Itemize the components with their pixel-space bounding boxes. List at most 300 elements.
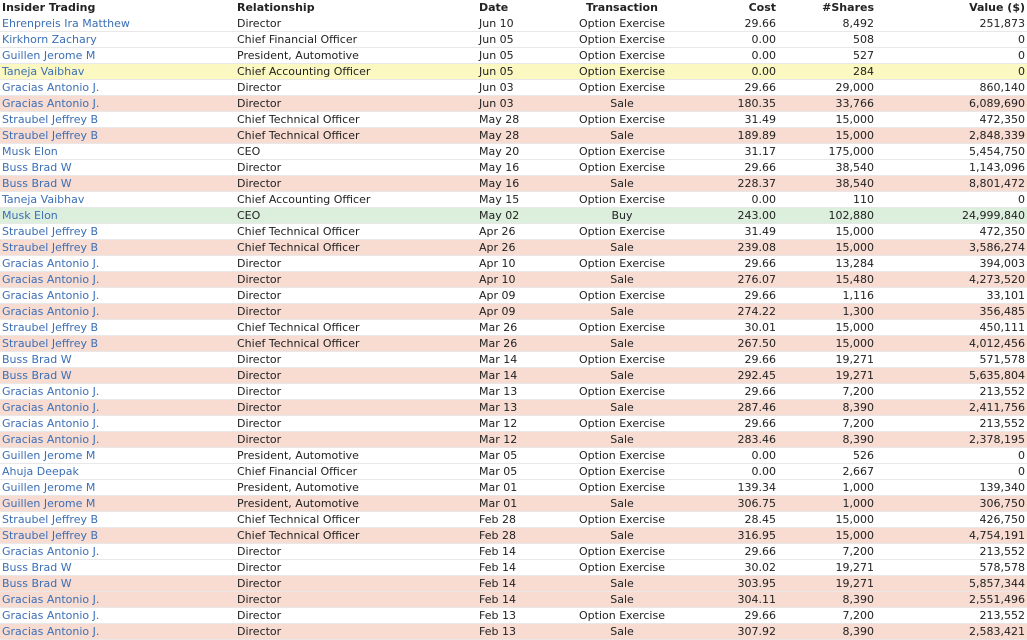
insider-link[interactable]: Buss Brad W <box>2 177 72 190</box>
cell-cost: 29.66 <box>675 80 778 96</box>
cell-insider <box>0 528 235 544</box>
cell-cost: 29.66 <box>675 160 778 176</box>
cell-date: Mar 01 <box>477 496 569 512</box>
cell-date: Feb 13 <box>477 624 569 640</box>
cell-cost: 316.95 <box>675 528 778 544</box>
cell-value: 2,378,195 <box>876 432 1027 448</box>
cell-cost: 292.45 <box>675 368 778 384</box>
cell-transaction: Sale <box>569 304 675 320</box>
cell-insider <box>0 128 235 144</box>
cell-shares: 15,000 <box>778 512 876 528</box>
insider-link[interactable]: Buss Brad W <box>2 577 72 590</box>
table-row <box>0 336 1027 352</box>
cell-value: 860,140 <box>876 80 1027 96</box>
cell-transaction: Sale <box>569 240 675 256</box>
header-insider-trading: Insider Trading <box>0 0 235 16</box>
cell-insider <box>0 112 235 128</box>
cell-shares: 7,200 <box>778 608 876 624</box>
cell-shares: 15,000 <box>778 528 876 544</box>
cell-value: 6,089,690 <box>876 96 1027 112</box>
cell-relationship: Director <box>235 576 477 592</box>
cell-relationship: Director <box>235 80 477 96</box>
insider-link[interactable]: Straubel Jeffrey B <box>2 529 99 542</box>
insider-link[interactable]: Ahuja Deepak <box>2 465 79 478</box>
cell-value: 426,750 <box>876 512 1027 528</box>
insider-link[interactable]: Gracias Antonio J. <box>2 97 100 110</box>
cell-value: 139,340 <box>876 480 1027 496</box>
cell-transaction: Sale <box>569 592 675 608</box>
cell-date: Feb 14 <box>477 560 569 576</box>
insider-link[interactable]: Gracias Antonio J. <box>2 273 100 286</box>
table-row <box>0 16 1027 32</box>
cell-relationship: Director <box>235 384 477 400</box>
insider-link[interactable]: Gracias Antonio J. <box>2 609 100 622</box>
table-row <box>0 160 1027 176</box>
insider-link[interactable]: Buss Brad W <box>2 161 72 174</box>
cell-insider <box>0 272 235 288</box>
cell-cost: 29.66 <box>675 288 778 304</box>
insider-link[interactable]: Guillen Jerome M <box>2 481 96 494</box>
cell-transaction: Sale <box>569 624 675 640</box>
table-row <box>0 608 1027 624</box>
cell-value: 356,485 <box>876 304 1027 320</box>
cell-value: 0 <box>876 464 1027 480</box>
cell-date: Feb 14 <box>477 576 569 592</box>
cell-value: 33,101 <box>876 288 1027 304</box>
cell-date: Apr 09 <box>477 304 569 320</box>
insider-link[interactable]: Guillen Jerome M <box>2 497 96 510</box>
cell-transaction: Option Exercise <box>569 112 675 128</box>
cell-relationship: President, Automotive <box>235 496 477 512</box>
cell-cost: 304.11 <box>675 592 778 608</box>
cell-relationship: Director <box>235 560 477 576</box>
cell-value: 0 <box>876 48 1027 64</box>
cell-date: Apr 09 <box>477 288 569 304</box>
cell-shares: 15,000 <box>778 320 876 336</box>
cell-cost: 29.66 <box>675 352 778 368</box>
cell-cost: 180.35 <box>675 96 778 112</box>
cell-transaction: Option Exercise <box>569 512 675 528</box>
cell-value: 0 <box>876 448 1027 464</box>
cell-date: May 16 <box>477 160 569 176</box>
cell-cost: 0.00 <box>675 32 778 48</box>
insider-link[interactable]: Straubel Jeffrey B <box>2 321 99 334</box>
cell-value: 213,552 <box>876 544 1027 560</box>
insider-link[interactable]: Straubel Jeffrey B <box>2 113 99 126</box>
table-row <box>0 320 1027 336</box>
cell-date: Jun 03 <box>477 80 569 96</box>
cell-insider <box>0 256 235 272</box>
cell-cost: 31.49 <box>675 112 778 128</box>
insider-link[interactable]: Gracias Antonio J. <box>2 433 100 446</box>
cell-insider <box>0 512 235 528</box>
cell-relationship: President, Automotive <box>235 448 477 464</box>
cell-relationship: Director <box>235 288 477 304</box>
cell-date: Apr 26 <box>477 240 569 256</box>
table-row <box>0 432 1027 448</box>
cell-transaction: Option Exercise <box>569 16 675 32</box>
cell-relationship: Chief Technical Officer <box>235 336 477 352</box>
insider-link[interactable]: Taneja Vaibhav <box>2 193 85 206</box>
cell-relationship: Director <box>235 544 477 560</box>
cell-cost: 189.89 <box>675 128 778 144</box>
cell-shares: 8,390 <box>778 400 876 416</box>
cell-relationship: Director <box>235 608 477 624</box>
cell-insider <box>0 288 235 304</box>
cell-shares: 1,000 <box>778 496 876 512</box>
table-row <box>0 32 1027 48</box>
cell-date: Mar 12 <box>477 432 569 448</box>
cell-shares: 13,284 <box>778 256 876 272</box>
cell-insider <box>0 192 235 208</box>
table-row <box>0 544 1027 560</box>
cell-cost: 283.46 <box>675 432 778 448</box>
cell-cost: 29.66 <box>675 416 778 432</box>
cell-transaction: Option Exercise <box>569 352 675 368</box>
insider-link[interactable]: Gracias Antonio J. <box>2 545 100 558</box>
cell-insider <box>0 80 235 96</box>
cell-value: 4,273,520 <box>876 272 1027 288</box>
cell-relationship: Director <box>235 160 477 176</box>
cell-cost: 31.49 <box>675 224 778 240</box>
cell-transaction: Option Exercise <box>569 464 675 480</box>
cell-shares: 526 <box>778 448 876 464</box>
cell-value: 2,583,421 <box>876 624 1027 640</box>
cell-insider <box>0 208 235 224</box>
cell-relationship: Director <box>235 352 477 368</box>
insider-link[interactable]: Gracias Antonio J. <box>2 593 100 606</box>
cell-shares: 15,000 <box>778 128 876 144</box>
insider-link[interactable]: Musk Elon <box>2 145 58 158</box>
cell-transaction: Sale <box>569 128 675 144</box>
cell-cost: 287.46 <box>675 400 778 416</box>
cell-transaction: Option Exercise <box>569 224 675 240</box>
table-row <box>0 384 1027 400</box>
cell-insider <box>0 576 235 592</box>
cell-insider <box>0 64 235 80</box>
cell-shares: 38,540 <box>778 176 876 192</box>
cell-date: Jun 05 <box>477 32 569 48</box>
insider-link[interactable]: Taneja Vaibhav <box>2 65 85 78</box>
table-row <box>0 480 1027 496</box>
insider-link[interactable]: Guillen Jerome M <box>2 49 96 62</box>
cell-shares: 7,200 <box>778 544 876 560</box>
insider-link[interactable]: Buss Brad W <box>2 561 72 574</box>
cell-transaction: Sale <box>569 576 675 592</box>
cell-value: 472,350 <box>876 224 1027 240</box>
cell-cost: 29.66 <box>675 384 778 400</box>
cell-value: 1,143,096 <box>876 160 1027 176</box>
insider-link[interactable]: Straubel Jeffrey B <box>2 241 99 254</box>
cell-relationship: Chief Financial Officer <box>235 464 477 480</box>
cell-transaction: Option Exercise <box>569 256 675 272</box>
cell-relationship: Chief Technical Officer <box>235 240 477 256</box>
cell-shares: 15,480 <box>778 272 876 288</box>
cell-insider <box>0 160 235 176</box>
cell-relationship: Chief Technical Officer <box>235 224 477 240</box>
cell-insider <box>0 592 235 608</box>
cell-date: Mar 05 <box>477 448 569 464</box>
insider-link[interactable]: Buss Brad W <box>2 353 72 366</box>
cell-relationship: Director <box>235 256 477 272</box>
cell-date: May 15 <box>477 192 569 208</box>
cell-relationship: Chief Accounting Officer <box>235 192 477 208</box>
cell-date: Mar 13 <box>477 384 569 400</box>
table-row <box>0 448 1027 464</box>
insider-link[interactable]: Gracias Antonio J. <box>2 385 100 398</box>
cell-insider <box>0 304 235 320</box>
insider-link[interactable]: Gracias Antonio J. <box>2 625 100 638</box>
cell-value: 4,754,191 <box>876 528 1027 544</box>
cell-transaction: Option Exercise <box>569 560 675 576</box>
cell-relationship: Director <box>235 416 477 432</box>
cell-insider <box>0 240 235 256</box>
cell-value: 213,552 <box>876 608 1027 624</box>
cell-shares: 110 <box>778 192 876 208</box>
cell-value: 2,411,756 <box>876 400 1027 416</box>
insider-link[interactable]: Gracias Antonio J. <box>2 257 100 270</box>
cell-insider <box>0 96 235 112</box>
cell-insider <box>0 16 235 32</box>
cell-shares: 19,271 <box>778 368 876 384</box>
table-row <box>0 352 1027 368</box>
insider-link[interactable]: Musk Elon <box>2 209 58 222</box>
cell-value: 450,111 <box>876 320 1027 336</box>
cell-date: Mar 05 <box>477 464 569 480</box>
table-row <box>0 208 1027 224</box>
cell-shares: 8,390 <box>778 624 876 640</box>
cell-transaction: Sale <box>569 272 675 288</box>
insider-link[interactable]: Gracias Antonio J. <box>2 305 100 318</box>
cell-cost: 307.92 <box>675 624 778 640</box>
cell-date: Apr 10 <box>477 272 569 288</box>
header-transaction: Transaction <box>569 0 675 16</box>
insider-link[interactable]: Gracias Antonio J. <box>2 417 100 430</box>
cell-transaction: Option Exercise <box>569 384 675 400</box>
cell-cost: 306.75 <box>675 496 778 512</box>
cell-cost: 267.50 <box>675 336 778 352</box>
cell-insider <box>0 352 235 368</box>
cell-shares: 175,000 <box>778 144 876 160</box>
table-row <box>0 576 1027 592</box>
cell-relationship: Chief Accounting Officer <box>235 64 477 80</box>
table-body <box>0 16 1027 640</box>
cell-shares: 284 <box>778 64 876 80</box>
cell-transaction: Sale <box>569 96 675 112</box>
cell-cost: 30.01 <box>675 320 778 336</box>
cell-value: 3,586,274 <box>876 240 1027 256</box>
cell-shares: 1,116 <box>778 288 876 304</box>
cell-relationship: Chief Technical Officer <box>235 528 477 544</box>
cell-value: 0 <box>876 64 1027 80</box>
cell-value: 306,750 <box>876 496 1027 512</box>
cell-date: Jun 05 <box>477 48 569 64</box>
cell-date: Jun 05 <box>477 64 569 80</box>
cell-shares: 29,000 <box>778 80 876 96</box>
cell-value: 578,578 <box>876 560 1027 576</box>
cell-date: Feb 14 <box>477 544 569 560</box>
cell-value: 0 <box>876 192 1027 208</box>
table-row <box>0 560 1027 576</box>
table-row <box>0 240 1027 256</box>
cell-insider <box>0 400 235 416</box>
cell-insider <box>0 176 235 192</box>
cell-transaction: Option Exercise <box>569 416 675 432</box>
cell-date: Mar 26 <box>477 320 569 336</box>
cell-insider <box>0 544 235 560</box>
cell-shares: 19,271 <box>778 560 876 576</box>
cell-relationship: Director <box>235 272 477 288</box>
cell-cost: 29.66 <box>675 544 778 560</box>
cell-cost: 0.00 <box>675 448 778 464</box>
cell-value: 2,551,496 <box>876 592 1027 608</box>
cell-relationship: Director <box>235 304 477 320</box>
table-row <box>0 416 1027 432</box>
cell-shares: 38,540 <box>778 160 876 176</box>
cell-value: 472,350 <box>876 112 1027 128</box>
insider-link[interactable]: Buss Brad W <box>2 369 72 382</box>
cell-insider <box>0 32 235 48</box>
cell-insider <box>0 336 235 352</box>
cell-insider <box>0 320 235 336</box>
cell-cost: 28.45 <box>675 512 778 528</box>
cell-relationship: Director <box>235 400 477 416</box>
cell-relationship: CEO <box>235 208 477 224</box>
cell-date: Feb 28 <box>477 512 569 528</box>
cell-insider <box>0 416 235 432</box>
cell-cost: 29.66 <box>675 16 778 32</box>
cell-cost: 0.00 <box>675 48 778 64</box>
table-row <box>0 512 1027 528</box>
insider-link[interactable]: Kirkhorn Zachary <box>2 33 97 46</box>
cell-date: Jun 03 <box>477 96 569 112</box>
insider-link[interactable]: Gracias Antonio J. <box>2 401 100 414</box>
table-row <box>0 80 1027 96</box>
cell-insider <box>0 368 235 384</box>
cell-shares: 8,390 <box>778 432 876 448</box>
cell-relationship: Director <box>235 16 477 32</box>
cell-value: 2,848,339 <box>876 128 1027 144</box>
header-relationship: Relationship <box>235 0 477 16</box>
cell-relationship: Chief Technical Officer <box>235 128 477 144</box>
table-row <box>0 64 1027 80</box>
cell-transaction: Option Exercise <box>569 32 675 48</box>
cell-date: May 20 <box>477 144 569 160</box>
cell-transaction: Option Exercise <box>569 64 675 80</box>
cell-value: 4,012,456 <box>876 336 1027 352</box>
insider-link[interactable]: Ehrenpreis Ira Matthew <box>2 17 130 30</box>
cell-relationship: Chief Technical Officer <box>235 512 477 528</box>
cell-shares: 15,000 <box>778 112 876 128</box>
table-row <box>0 192 1027 208</box>
cell-value: 394,003 <box>876 256 1027 272</box>
insider-link[interactable]: Gracias Antonio J. <box>2 81 100 94</box>
cell-transaction: Sale <box>569 176 675 192</box>
cell-shares: 102,880 <box>778 208 876 224</box>
insider-link[interactable]: Straubel Jeffrey B <box>2 513 99 526</box>
cell-insider <box>0 144 235 160</box>
cell-value: 213,552 <box>876 384 1027 400</box>
cell-cost: 30.02 <box>675 560 778 576</box>
cell-relationship: CEO <box>235 144 477 160</box>
cell-insider <box>0 608 235 624</box>
table-row <box>0 256 1027 272</box>
table-row <box>0 496 1027 512</box>
cell-insider <box>0 48 235 64</box>
cell-shares: 8,492 <box>778 16 876 32</box>
cell-transaction: Buy <box>569 208 675 224</box>
cell-transaction: Sale <box>569 368 675 384</box>
cell-date: Feb 14 <box>477 592 569 608</box>
cell-cost: 29.66 <box>675 608 778 624</box>
cell-shares: 508 <box>778 32 876 48</box>
cell-date: Feb 13 <box>477 608 569 624</box>
cell-shares: 7,200 <box>778 384 876 400</box>
cell-value: 213,552 <box>876 416 1027 432</box>
cell-relationship: Chief Financial Officer <box>235 32 477 48</box>
cell-cost: 0.00 <box>675 192 778 208</box>
cell-cost: 0.00 <box>675 64 778 80</box>
insider-link[interactable]: Guillen Jerome M <box>2 449 96 462</box>
table-row <box>0 464 1027 480</box>
table-row <box>0 288 1027 304</box>
cell-transaction: Option Exercise <box>569 608 675 624</box>
cell-shares: 19,271 <box>778 576 876 592</box>
cell-date: Apr 10 <box>477 256 569 272</box>
cell-relationship: Director <box>235 624 477 640</box>
cell-value: 5,454,750 <box>876 144 1027 160</box>
cell-relationship: Director <box>235 176 477 192</box>
cell-transaction: Option Exercise <box>569 144 675 160</box>
header-value: Value ($) <box>876 0 1027 16</box>
header-shares: #Shares <box>778 0 876 16</box>
cell-shares: 15,000 <box>778 336 876 352</box>
header-date: Date <box>477 0 569 16</box>
cell-transaction: Sale <box>569 528 675 544</box>
cell-transaction: Sale <box>569 400 675 416</box>
cell-insider <box>0 496 235 512</box>
cell-date: May 16 <box>477 176 569 192</box>
cell-cost: 243.00 <box>675 208 778 224</box>
cell-relationship: President, Automotive <box>235 48 477 64</box>
table-row <box>0 400 1027 416</box>
cell-transaction: Sale <box>569 496 675 512</box>
cell-shares: 33,766 <box>778 96 876 112</box>
cell-shares: 527 <box>778 48 876 64</box>
cell-shares: 1,000 <box>778 480 876 496</box>
cell-shares: 7,200 <box>778 416 876 432</box>
cell-cost: 303.95 <box>675 576 778 592</box>
cell-transaction: Option Exercise <box>569 160 675 176</box>
cell-transaction: Option Exercise <box>569 320 675 336</box>
table-row <box>0 304 1027 320</box>
cell-value: 24,999,840 <box>876 208 1027 224</box>
insider-link[interactable]: Straubel Jeffrey B <box>2 337 99 350</box>
cell-date: Mar 26 <box>477 336 569 352</box>
insider-link[interactable]: Straubel Jeffrey B <box>2 225 99 238</box>
insider-link[interactable]: Straubel Jeffrey B <box>2 129 99 142</box>
cell-transaction: Option Exercise <box>569 448 675 464</box>
cell-insider <box>0 560 235 576</box>
cell-transaction: Sale <box>569 336 675 352</box>
table-row <box>0 128 1027 144</box>
cell-relationship: Director <box>235 96 477 112</box>
cell-date: May 28 <box>477 112 569 128</box>
cell-date: Jun 10 <box>477 16 569 32</box>
insider-link[interactable]: Gracias Antonio J. <box>2 289 100 302</box>
cell-shares: 2,667 <box>778 464 876 480</box>
header-cost: Cost <box>675 0 778 16</box>
